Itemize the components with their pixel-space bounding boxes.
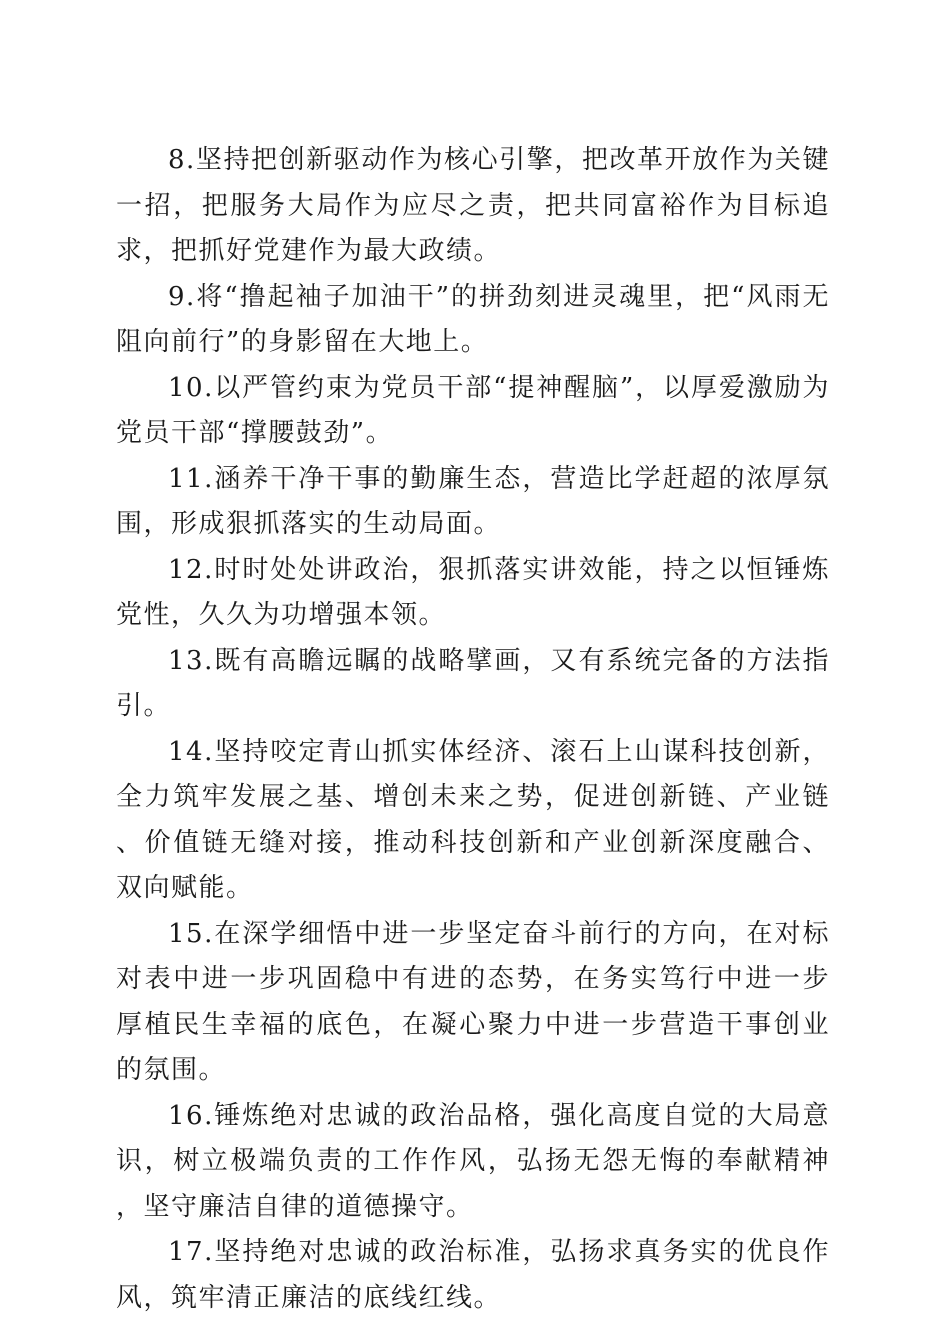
paragraph-15: 15.在深学细悟中进一步坚定奋斗前行的方向，在对标对表中进一步巩固稳中有进的态势，在务实笃行中进一步厚植民生幸福的底色，在凝心聚力中进一步营造干事创业的氛围。 bbox=[116, 918, 830, 1085]
paragraph-11: 11.涵养干净干事的勤廉生态，营造比学赶超的浓厚氛围，形成狠抓落实的生动局面。 bbox=[116, 463, 830, 539]
paragraph-10: 10.以严管约束为党员干部“提神醒脑”，以厚爱激励为党员干部“撑腰鼓劲”。 bbox=[116, 372, 830, 448]
paragraph-8: 8.坚持把创新驱动作为核心引擎，把改革开放作为关键一招，把服务大局作为应尽之责，把共同富裕作为目标追求，把抓好党建作为最大政绩。 bbox=[116, 145, 830, 266]
paragraph-17: 17.坚持绝对忠诚的政治标准，弘扬求真务实的优良作风，筑牢清正廉洁的底线红线。 bbox=[116, 1237, 830, 1313]
document-body bbox=[116, 138, 830, 1321]
paragraph-14: 14.坚持咬定青山抓实体经济、滚石上山谋科技创新，全力筑牢发展之基、增创未来之势，促进创新链、产业链、价值链无缝对接，推动科技创新和产业创新深度融合、双向赋能。 bbox=[116, 736, 830, 903]
paragraph-13: 13.既有高瞻远瞩的战略擘画，又有系统完备的方法指引。 bbox=[116, 645, 830, 721]
paragraph-12: 12.时时处处讲政治，狠抓落实讲效能，持之以恒锤炼党性，久久为功增强本领。 bbox=[116, 554, 830, 630]
paragraph-16: 16.锤炼绝对忠诚的政治品格，强化高度自觉的大局意识，树立极端负责的工作作风，弘扬无怨无悔的奉献精神，坚守廉洁自律的道德操守。 bbox=[116, 1100, 830, 1222]
paragraph-9: 9.将“撸起袖子加油干”的拼劲刻进灵魂里，把“风雨无阻向前行”的身影留在大地上。 bbox=[116, 281, 830, 357]
